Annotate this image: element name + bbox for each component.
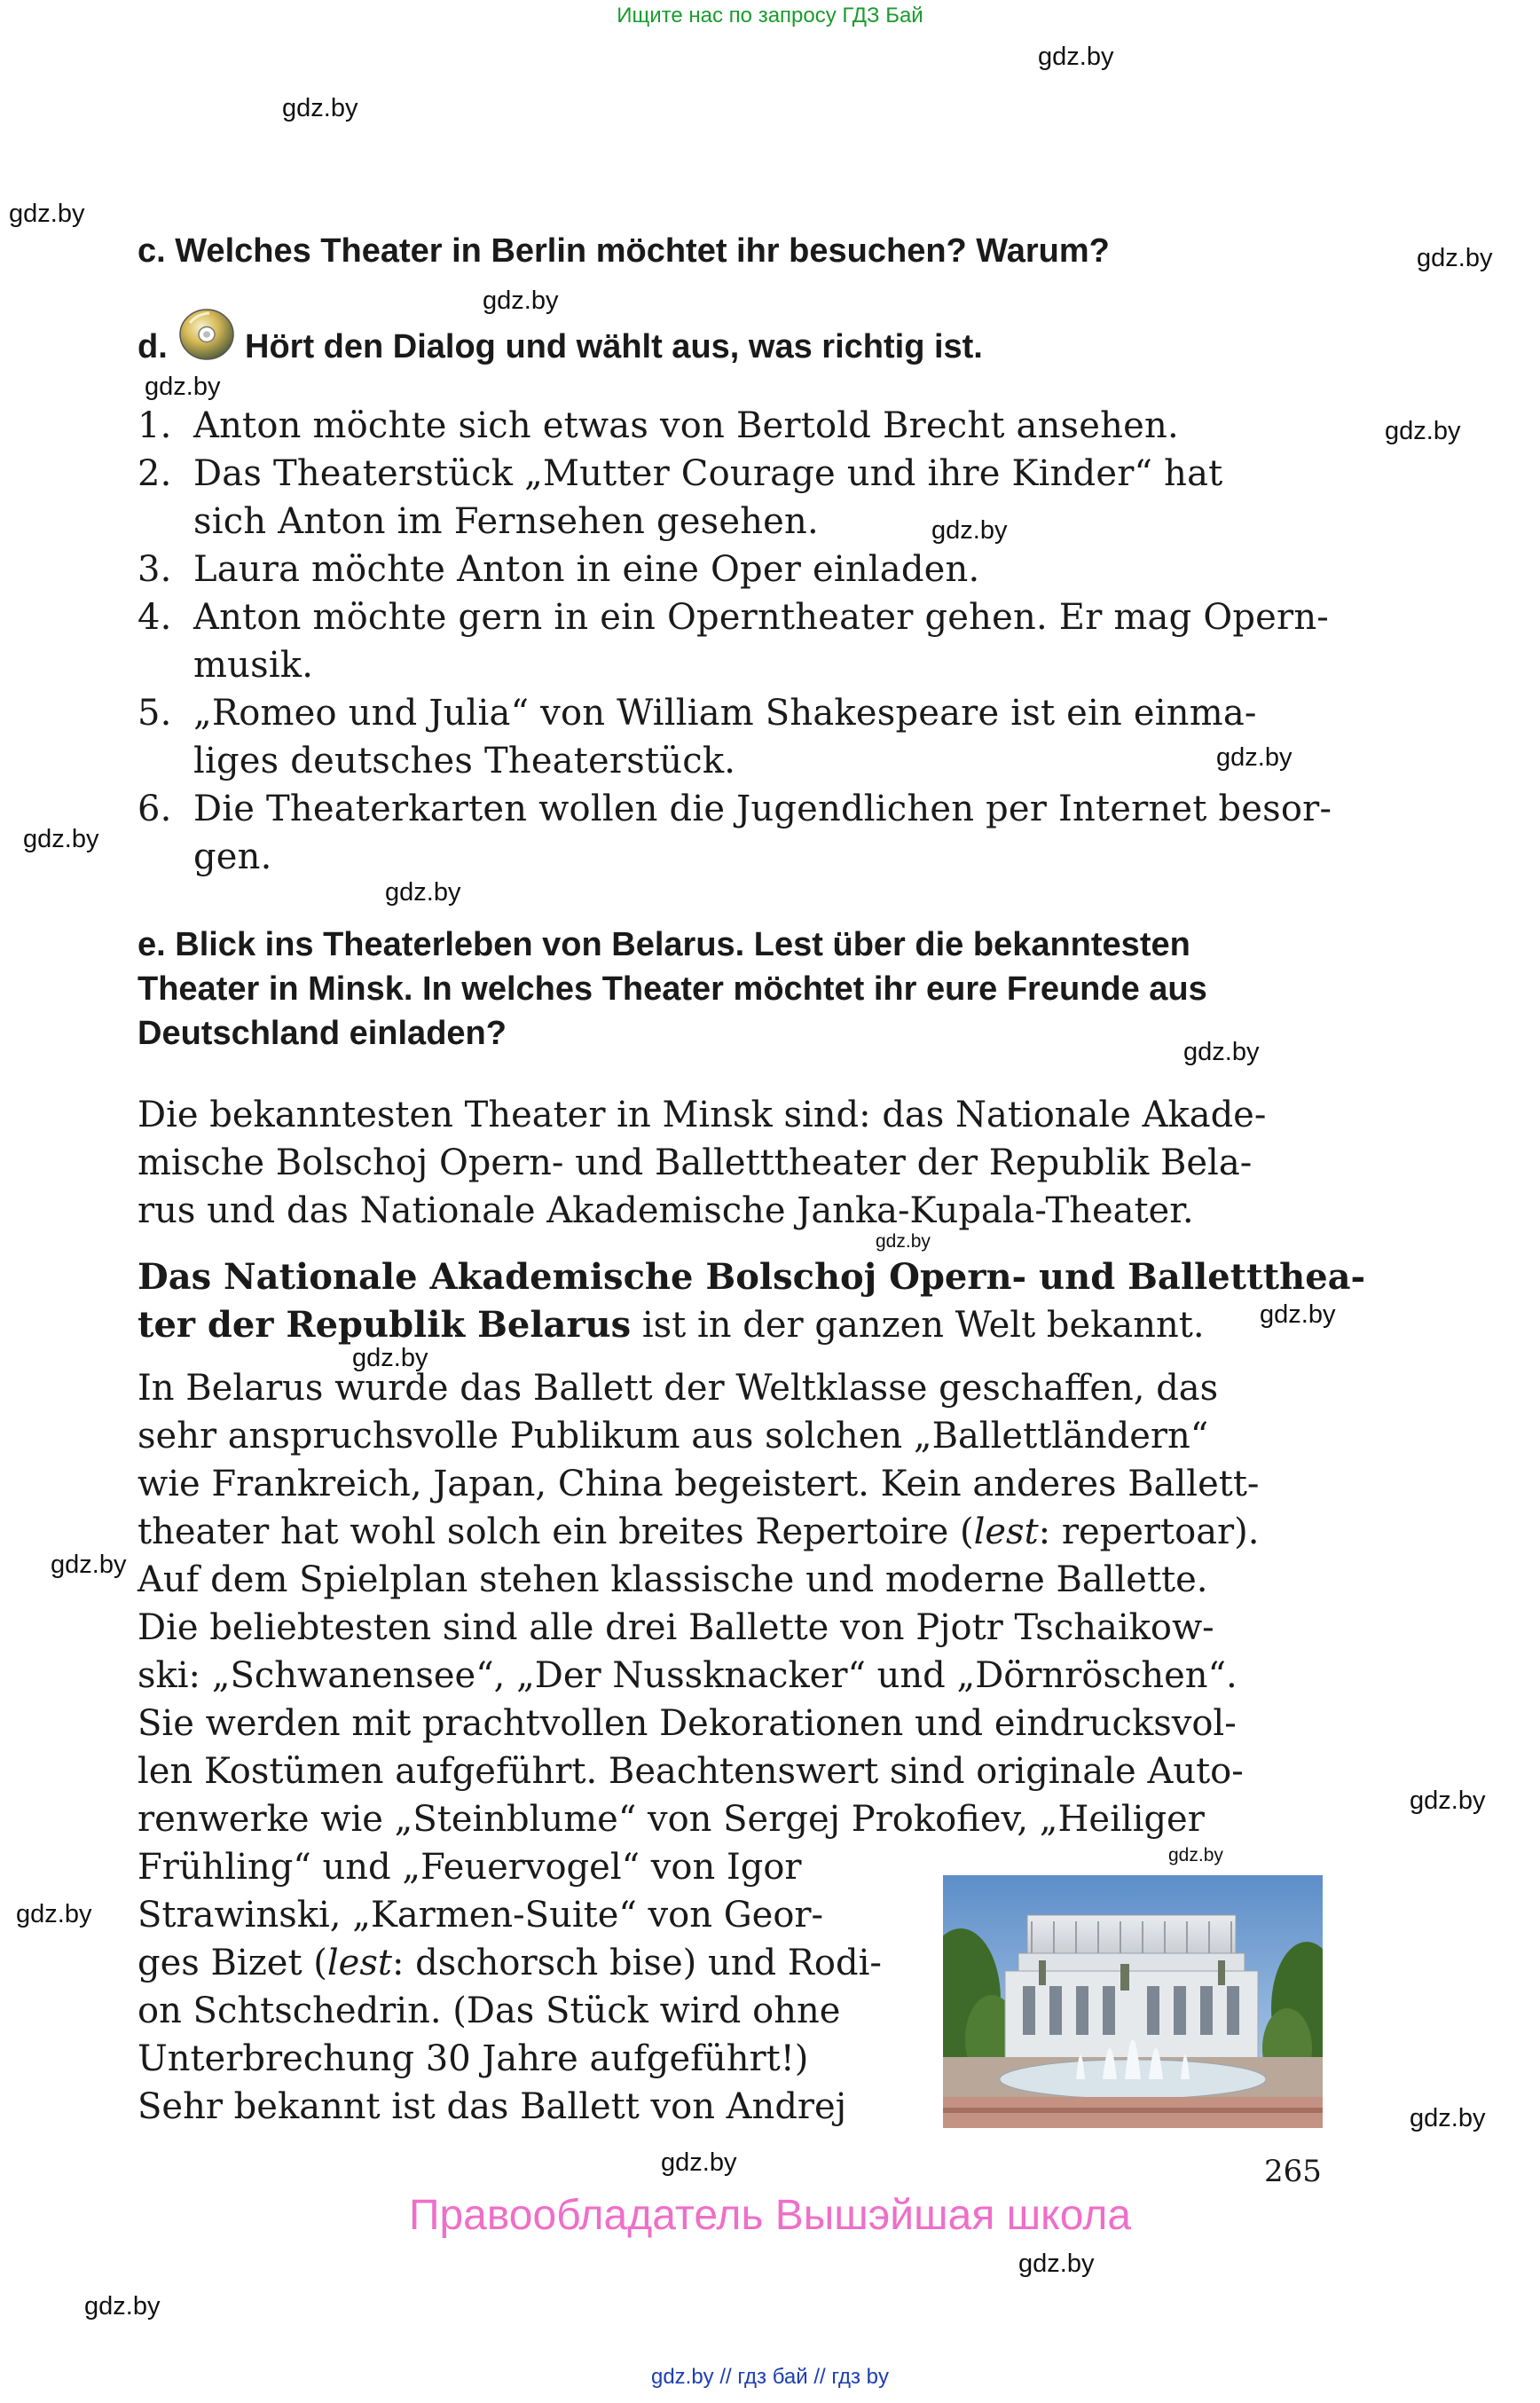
paragraph-line: len Kostümen aufgeführt. Beachtenswert sind originale Auto-: [138, 1751, 1244, 1792]
watermark: gdz.by: [1385, 417, 1461, 445]
watermark: gdz.by: [9, 200, 85, 228]
section-heading: Das Nationale Akademische Bolschoj Opern- und Balletttheа-: [138, 1256, 1366, 1298]
opera-theatre-photo: [943, 1875, 1323, 2128]
watermark: gdz.by: [1038, 43, 1114, 71]
paragraph-line: Frühling“ und „Feuervogel“ von Igor: [138, 1847, 802, 1888]
copyright-notice: Правообладатель Вышэйшая школа: [408, 2192, 1132, 2239]
paragraph-line: mische Bolschoj Opern- und Balletttheater der Republik Bela-: [138, 1143, 1253, 1183]
watermark: gdz.by: [661, 2148, 737, 2177]
watermark: gdz.by: [23, 825, 99, 853]
paragraph-line: ski: „Schwanensee“, „Der Nussknacker“ und „Dörnröschen“.: [138, 1655, 1238, 1696]
list-item: 2. Das Theaterstück „Mutter Courage und ihre Kinder“ hat: [138, 453, 1223, 494]
watermark: gdz.by: [16, 1900, 92, 1928]
audio-cd-icon: [177, 307, 236, 362]
watermark: gdz.by: [1216, 743, 1292, 772]
paragraph-line: on Schtschedrin. (Das Stück wird ohne: [138, 1991, 841, 2031]
list-item: 3. Laura möchte Anton in eine Oper einladen.: [138, 549, 980, 590]
paragraph-line: wie Frankreich, Japan, China begeistert. Kein anderes Ballett-: [138, 1464, 1260, 1504]
paragraph-line: theater hat wohl solch ein breites Repertoire (lest: repertoar).: [138, 1512, 1260, 1552]
footer-links[interactable]: gdz.by // гдз бай // гдз by: [650, 2365, 890, 2389]
watermark: gdz.by: [876, 1231, 931, 1252]
paragraph-line: Strawinski, „Karmen-Suite“ von Geor-: [138, 1895, 824, 1936]
list-item-continuation: musik.: [193, 645, 314, 686]
task-e-heading: Theater in Minsk. In welches Theater möchtet ihr eure Freunde aus: [138, 970, 1207, 1008]
watermark: gdz.by: [1018, 2250, 1095, 2278]
list-item: 6. Die Theaterkarten wollen die Jugendlichen per Internet besor-: [138, 789, 1332, 829]
list-item-continuation: sich Anton im Fernsehen gesehen.: [193, 501, 819, 542]
task-d-letter: d.: [138, 328, 168, 365]
task-c-heading: c. Welches Theater in Berlin möchtet ihr besuchen? Warum?: [138, 232, 1110, 270]
watermark: gdz.by: [931, 516, 1008, 545]
watermark: gdz.by: [84, 2292, 161, 2321]
paragraph-line: Die beliebtesten sind alle drei Ballette von Pjotr Tschaikow-: [138, 1607, 1214, 1648]
list-item: 5. „Romeo und Julia“ von William Shakespeare ist ein einma-: [138, 693, 1257, 734]
watermark: gdz.by: [483, 287, 559, 315]
watermark: gdz.by: [1410, 2104, 1486, 2132]
paragraph-line: sehr anspruchsvolle Publikum aus solchen „Ballettländern“: [138, 1416, 1209, 1457]
list-item-continuation: liges deutsches Theaterstück.: [193, 741, 736, 781]
watermark: gdz.by: [1410, 1787, 1486, 1815]
watermark: gdz.by: [385, 878, 461, 907]
watermark: gdz.by: [1260, 1300, 1336, 1329]
task-e-heading: e. Blick ins Theaterleben von Belarus. Lest über die bekanntesten: [138, 926, 1190, 963]
paragraph-line: Sie werden mit prachtvollen Dekorationen und eindrucksvol-: [138, 1703, 1237, 1744]
watermark: gdz.by: [352, 1344, 428, 1372]
watermark: gdz.by: [1183, 1038, 1260, 1066]
paragraph-line: Die bekanntesten Theater in Minsk sind: das Nationale Akade-: [138, 1095, 1267, 1135]
list-item: 1. Anton möchte sich etwas von Bertold Brecht ansehen.: [138, 405, 1179, 446]
watermark: gdz.by: [1168, 1845, 1223, 1865]
watermark: gdz.by: [51, 1551, 127, 1579]
paragraph-line: renwerke wie „Steinblume“ von Sergej Prokofiev, „Heiliger: [138, 1799, 1205, 1840]
page-number: 265: [1264, 2154, 1322, 2189]
paragraph-line: Sehr bekannt ist das Ballett von Andrej: [138, 2086, 847, 2127]
paragraph-line: Unterbrechung 30 Jahre aufgeführt!): [138, 2038, 809, 2079]
watermark: gdz.by: [145, 373, 221, 401]
task-d-heading: Hört den Dialog und wählt aus, was richtig ist.: [245, 328, 983, 365]
task-e-heading: Deutschland einladen?: [138, 1015, 507, 1052]
top-search-note: Ищите нас по запросу ГДЗ Бай: [617, 4, 923, 27]
list-item-continuation: gen.: [193, 836, 272, 877]
paragraph-line: rus und das Nationale Akademische Janka-Kupala-Theater.: [138, 1190, 1194, 1231]
watermark: gdz.by: [282, 94, 358, 122]
paragraph-line: In Belarus wurde das Ballett der Weltklasse geschaffen, das: [138, 1368, 1219, 1409]
watermark: gdz.by: [1417, 244, 1493, 272]
section-heading-line: ter der Republik Belarus ist in der ganzen Welt bekannt.: [138, 1304, 1205, 1346]
list-item: 4. Anton möchte gern in ein Operntheater gehen. Er mag Opern-: [138, 597, 1329, 638]
paragraph-line: ges Bizet (lest: dschorsch bise) und Rodi-: [138, 1943, 882, 1983]
paragraph-line: Auf dem Spielplan stehen klassische und moderne Ballette.: [138, 1559, 1208, 1600]
